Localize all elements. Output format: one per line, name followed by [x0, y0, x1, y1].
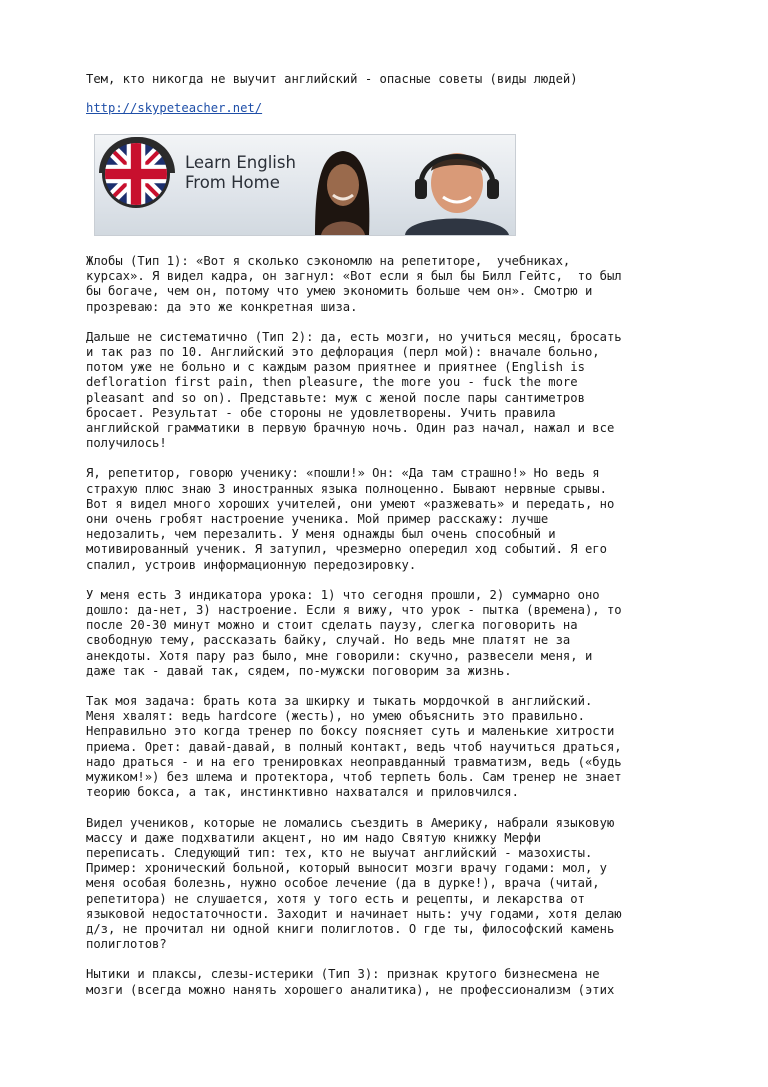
banner-text	[185, 153, 296, 193]
headphones-icon	[99, 137, 175, 173]
banner-line-2: From Home	[185, 173, 280, 192]
website-link[interactable]: http://skypeteacher.net/	[86, 101, 263, 115]
document-title: Тем, кто никогда не выучит английский - опасные советы (виды людей)	[86, 72, 578, 86]
banner-line-1: Learn English	[185, 153, 296, 172]
paragraph-7: Нытики и плаксы, слезы-истерики (Тип 3): признак крутого бизнесмена не мозги (всегда можно нанять хорошего аналитика), не профессионализм (этих	[86, 967, 615, 997]
paragraph-6: Видел учеников, которые не ломались съездить в Америку, набрали языковую массу и даже подхватили акцент, но им надо Святую книжку Мерфи переписать. Следующий тип: тех, кто не выучат английский - мазохисты. Пример: хронический больной, который выносит мозги врачу годами: мол, у меня особая болезнь, нужно особое лечение (да в дурке!), врача (читай, репетитора) не слушается, хотя у того есть и рецепты, и лекарства от языковой недостаточности. Заходит и начинает ныть: учу годами, хотя делаю д/з, не прочитал ни одной книги полиглотов. О где ты, философский камень полиглотов?	[86, 815, 622, 952]
paragraph-1: Жлобы (Тип 1): «Вот я сколько сэкономлю на репетиторе, учебниках, курсах». Я видел кадра, он загнул: «Вот если я был бы Билл Гейтс, то был бы богаче, чем он, потому что умею экономить больше чем он». Смотрю и прозреваю: да это же конкретная шиза.	[86, 254, 622, 314]
man-photo	[397, 139, 515, 235]
paragraph-3: Я, репетитор, говорю ученику: «пошли!» Он: «Да там страшно!» Но ведь я страхую плюс знаю 3 иностранных языка полноценно. Бывают нервные срывы. Вот я видел много хороших учителей, они умеют «разжевать» и передать, но они очень гробят настроение ученика. Мой пример расскажу: лучше недозалить, чем перезалить. У меня однажды был очень способный и мотивированный ученик. Я затупил, чрезмерно опередил ход событий. Я его спалил, устроив информационную передозировку.	[86, 466, 615, 572]
paragraph-5: Так моя задача: брать кота за шкирку и тыкать мордочкой в английский. Меня хвалят: ведь hardcore (жесть), но умею объяснить это правильно. Неправильно это когда тренер по боксу поясняет суть и маленькие хитрости приема. Орет: давай-давай, в полный контакт, ведь чтоб научиться драться, надо драться - и на его тренировках неоправданный травматизм, ведь («будь мужиком!») без шлема и протектора, чтоб терпеть боль. Сам тренер не знает теорию бокса, а так, инстинктивно нахватался и приловчился.	[86, 694, 622, 800]
learn-english-banner[interactable]	[94, 134, 516, 236]
paragraph-2: Дальше не систематично (Тип 2): да, есть мозги, но учиться месяц, бросать и так раз по 10. Английский это дефлорация (перл мой): вначале больно, потом уже не больно и с каждым разом приятнее и приятнее (English is defloration first pain, then pleasure, the more you - fuck the more pleasant and so on). Представьте: муж с женой после пары сантиметров бросает. Результат - обе стороны не удовлетворены. Учить правила английской грамматики в первую брачную ночь. Один раз начал, нажал и все получилось!	[86, 329, 622, 451]
woman-photo	[307, 143, 377, 235]
paragraph-4: У меня есть 3 индикатора урока: 1) что сегодня прошли, 2) суммарно оно дошло: да-нет, 3) настроение. Если я вижу, что урок - пытка (времена), то после 20-30 минут можно и стоит сделать паузу, слегка поговорить на свободную тему, рассказать байку, случай. Но ведь мне платят не за анекдоты. Хотя пару раз было, мне говорили: скучно, развесели меня, и даже так - давай так, сядем, по-мужски поговорим за жизнь.	[86, 587, 622, 678]
